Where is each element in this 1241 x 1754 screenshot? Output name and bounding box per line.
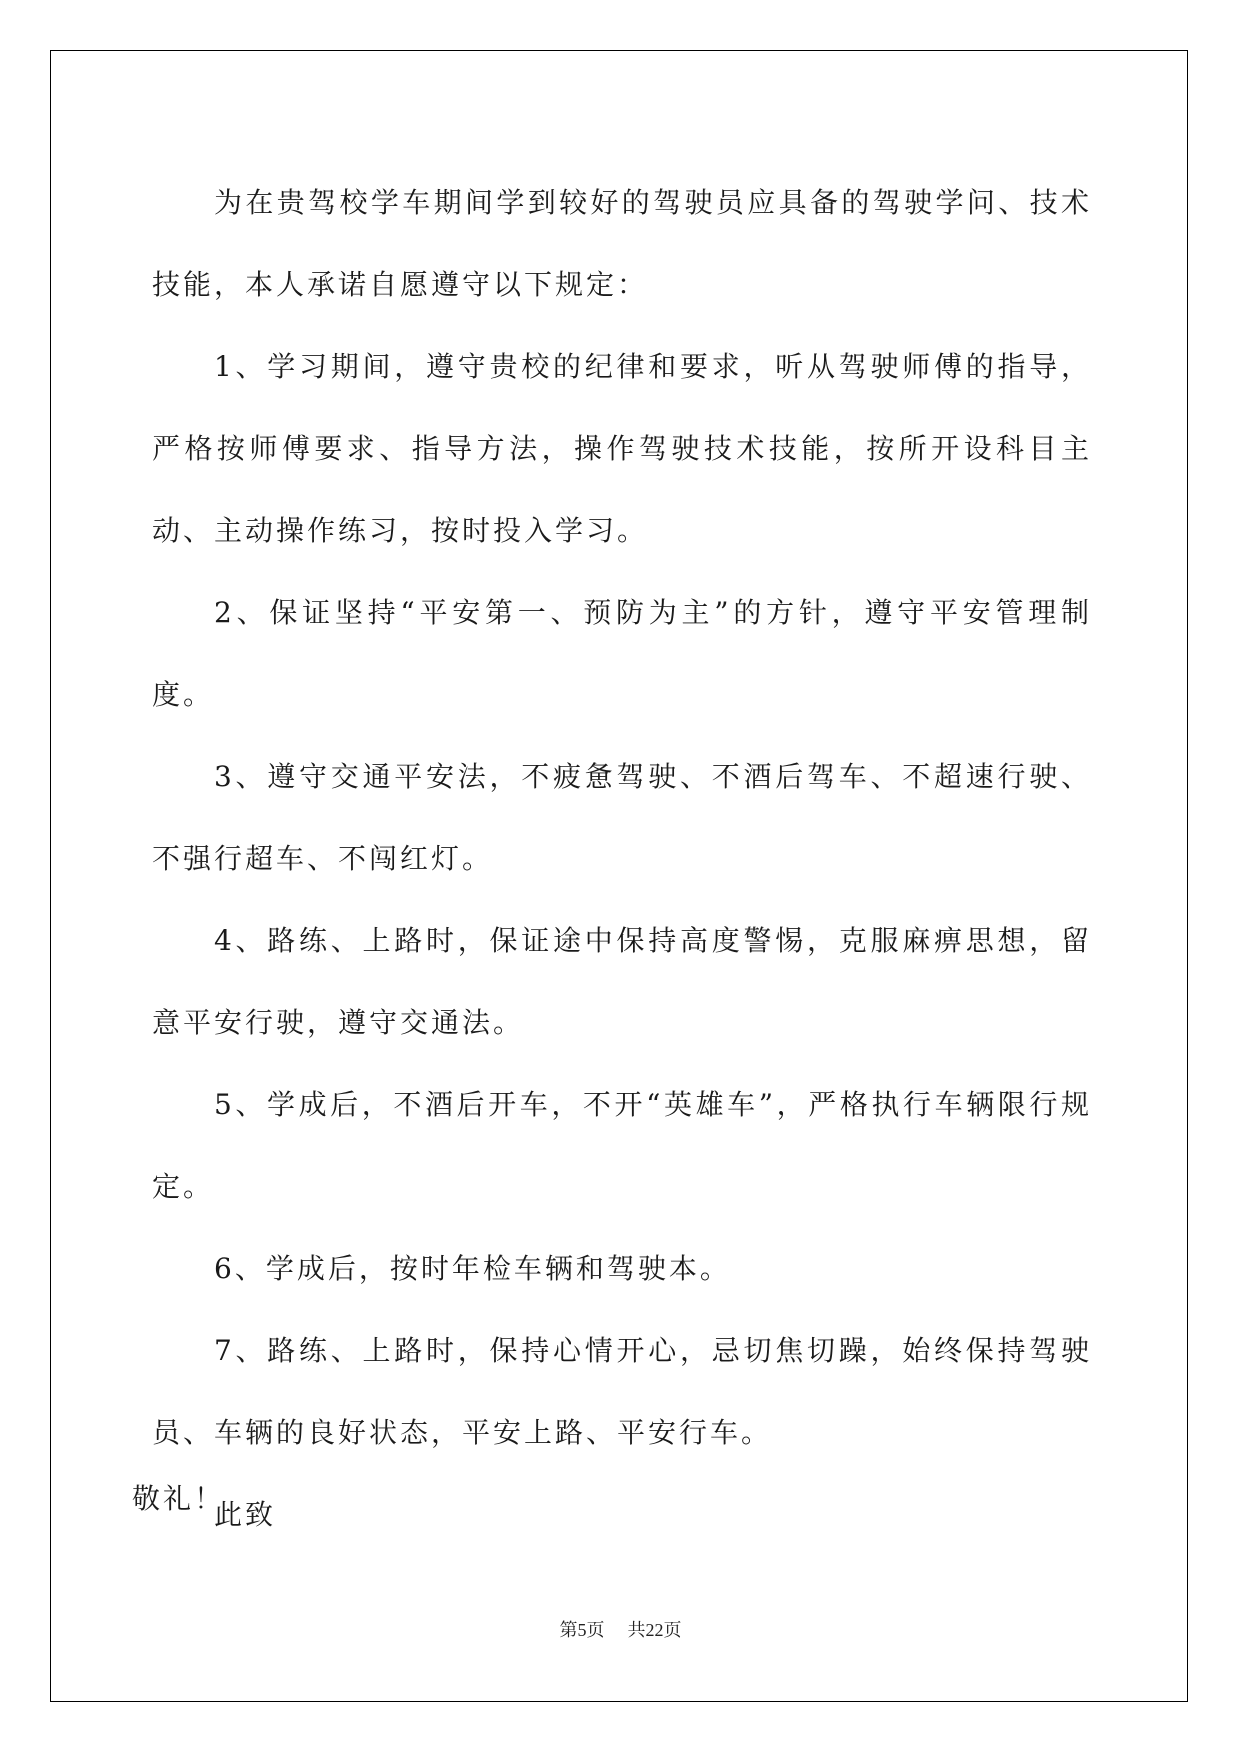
footer-page-suffix: 页 — [586, 1620, 605, 1641]
rule-4-paragraph: 4、路练、上路时，保证途中保持高度警惕，克服麻痹思想，留意平安行驶，遵守交通法。 — [152, 924, 1092, 1039]
closing-phrase: 此致 — [214, 1498, 277, 1531]
rule-1-paragraph: 1、学习期间，遵守贵校的纪律和要求，听从驾驶师傅的指导，严格按师傅要求、指导方法，操作驾驶技术技能，按所开设科目主动、主动操作练习，按时投入学习。 — [152, 350, 1092, 547]
rule-5-paragraph: 5、学成后，不酒后开车，不开“英雄车”，严格执行车辆限行规定。 — [152, 1088, 1092, 1203]
footer-page-number: 5 — [577, 1620, 587, 1640]
footer-page-prefix: 第 — [559, 1620, 578, 1641]
rule-7-paragraph: 7、路练、上路时，保持心情开心，忌切焦切躁，始终保持驾驶员、车辆的良好状态，平安上路、平安行车。 — [152, 1334, 1092, 1449]
footer-total-prefix: 共 — [627, 1620, 646, 1641]
rule-3-paragraph: 3、遵守交通平安法，不疲惫驾驶、不酒后驾车、不超速行驶、不强行超车、不闯红灯。 — [152, 760, 1092, 875]
rule-2-paragraph: 2、保证坚持“平安第一、预防为主”的方针，遵守平安管理制度。 — [152, 596, 1092, 711]
footer-total-suffix: 页 — [663, 1620, 682, 1641]
letter-body — [152, 162, 1092, 1556]
footer-total-pages: 22 — [645, 1620, 664, 1640]
intro-paragraph: 为在贵驾校学车期间学到较好的驾驶员应具备的驾驶学问、技术技能，本人承诺自愿遵守以下规定： — [152, 186, 1092, 301]
page-footer — [0, 1618, 1241, 1643]
salutation: 敬礼！ — [132, 1482, 226, 1515]
rule-6-paragraph: 6、学成后，按时年检车辆和驾驶本。 — [214, 1252, 731, 1285]
